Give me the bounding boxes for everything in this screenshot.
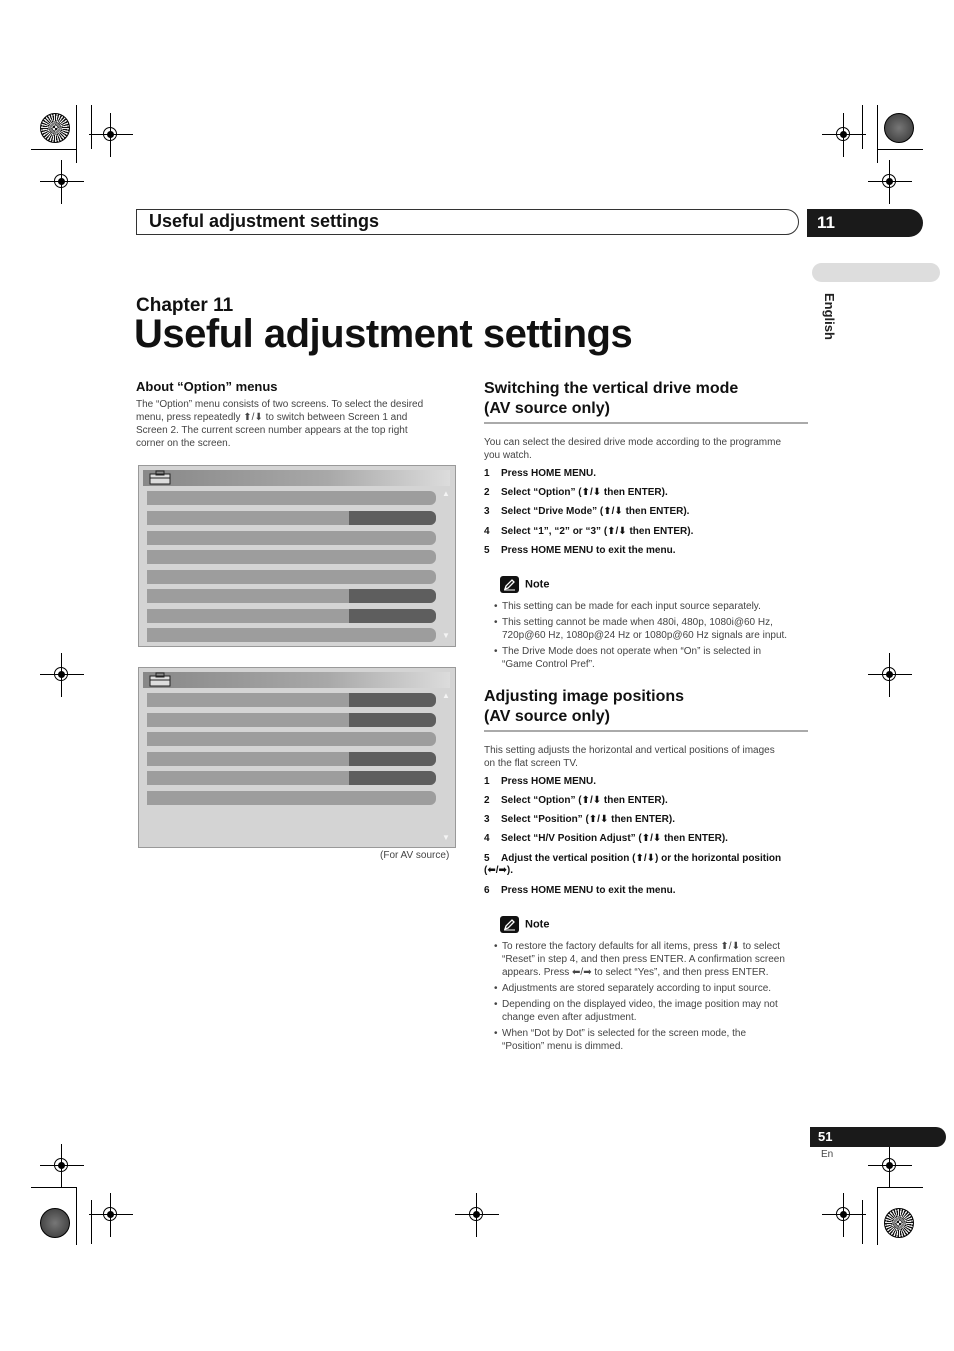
option-menu-screen-2	[138, 667, 456, 848]
chapter-label: Chapter 11	[136, 295, 234, 316]
step-number: 4	[484, 526, 490, 537]
registration-ball-icon	[884, 113, 914, 143]
step-text: Press HOME MENU.	[501, 468, 597, 479]
step-item	[484, 795, 668, 807]
step-number: 2	[484, 487, 490, 498]
step-item	[484, 526, 693, 538]
registration-ball-icon	[40, 1208, 70, 1238]
menu-row	[147, 713, 436, 727]
menu-row	[147, 550, 436, 564]
registration-crosshair-icon	[868, 1144, 912, 1188]
step-item	[484, 885, 675, 897]
step-number: 5	[484, 853, 490, 864]
note-label: Note	[525, 578, 550, 591]
step-number: 5	[484, 545, 490, 556]
note-line: This setting cannot be made when 480i, 480p, 1080i@60 Hz,	[502, 617, 773, 628]
note-line: Depending on the displayed video, the image position may not	[502, 999, 778, 1010]
registration-starburst-icon	[40, 113, 70, 143]
heading-line: Switching the vertical drive mode	[484, 380, 739, 397]
step-text: Select “Drive Mode” (⬆/⬇ then ENTER).	[501, 506, 690, 517]
step-number: 6	[484, 885, 490, 896]
registration-crosshair-icon	[868, 653, 912, 697]
body-line: you watch.	[484, 450, 532, 461]
heading-line: (AV source only)	[484, 400, 610, 417]
menu-row	[147, 732, 436, 746]
menu-row	[147, 491, 436, 505]
registration-crosshair-icon	[822, 113, 866, 157]
step-text: Adjust the vertical position (⬆/⬇) or the horizontal position	[501, 853, 782, 864]
step-item	[484, 468, 596, 480]
body-line: Screen 2. The current screen number appears at the top right	[136, 425, 408, 436]
body-line: You can select the desired drive mode according to the programme	[484, 437, 782, 448]
registration-crosshair-icon	[822, 1193, 866, 1237]
note-bullet: • To restore the factory defaults for all items, press ⬆/⬇ to select “Reset” in step 4, and then press ENTER. A confirmation screen appears. Press ⬅/➡ to select “Yes”, and then press ENTER.	[494, 941, 785, 978]
running-header	[136, 209, 799, 235]
note-line: 720p@60 Hz, 1080p@24 Hz or 1080p@60 Hz signals are input.	[502, 630, 788, 641]
heading-line: Adjusting image positions	[484, 688, 685, 705]
scroll-down-icon: ▼	[442, 631, 450, 640]
step-text: Press HOME MENU to exit the menu.	[501, 885, 676, 896]
note-bullet: • When “Dot by Dot” is selected for the screen mode, the “Position” menu is dimmed.	[494, 1028, 746, 1052]
step-number: 1	[484, 776, 490, 787]
scroll-up-icon: ▲	[442, 691, 450, 700]
registration-crosshair-icon	[40, 160, 84, 204]
vertical-drive-intro	[484, 436, 814, 462]
step-number: 4	[484, 833, 490, 844]
page-number-badge	[810, 1127, 946, 1147]
menu-row	[147, 589, 436, 603]
registration-crosshair-icon	[868, 160, 912, 204]
step-text: Select “1”, “2” or “3” (⬆/⬇ then ENTER).	[501, 526, 694, 537]
menu-row	[147, 531, 436, 545]
figure-caption: (For AV source)	[380, 850, 450, 861]
step-text: (⬅/➡).	[484, 865, 513, 876]
step-item	[484, 545, 675, 557]
registration-crosshair-icon	[40, 653, 84, 697]
heading-line: (AV source only)	[484, 708, 610, 725]
vertical-drive-heading	[484, 379, 738, 419]
body-line: menu, press repeatedly ⬆/⬇ to switch between Screen 1 and	[136, 412, 408, 423]
menu-row	[147, 693, 436, 707]
note-pencil-icon	[500, 916, 519, 933]
note-line: “Position” menu is dimmed.	[502, 1041, 624, 1052]
step-text: Select “H/V Position Adjust” (⬆/⬇ then ENTER).	[501, 833, 728, 844]
step-text: Press HOME MENU.	[501, 776, 597, 787]
about-option-body	[136, 398, 466, 450]
step-item	[484, 506, 689, 518]
menu-row	[147, 771, 436, 785]
step-number: 3	[484, 814, 490, 825]
step-number: 1	[484, 468, 490, 479]
section-divider	[484, 730, 808, 732]
note-bullet: • The Drive Mode does not operate when “On” is selected in “Game Control Pref”.	[494, 646, 762, 670]
registration-crosshair-icon	[455, 1193, 499, 1237]
note-bullet: • This setting cannot be made when 480i, 480p, 1080i@60 Hz, 720p@60 Hz, 1080p@24 Hz or 1080p@60 Hz signals are input.	[494, 617, 788, 641]
step-item	[484, 814, 675, 826]
scroll-down-icon: ▼	[442, 833, 450, 842]
note-bullet: • This setting can be made for each input source separately.	[494, 601, 761, 612]
step-number: 3	[484, 506, 490, 517]
chapter-number: 11	[817, 213, 835, 232]
body-line: on the flat screen TV.	[484, 758, 578, 769]
note-line: When “Dot by Dot” is selected for the screen mode, the	[502, 1028, 746, 1039]
registration-starburst-icon	[884, 1208, 914, 1238]
menu-row	[147, 511, 436, 525]
menu-row	[147, 570, 436, 584]
chapter-number-badge	[807, 209, 923, 237]
page-title: Useful adjustment settings	[134, 312, 633, 356]
step-item	[484, 853, 781, 877]
note-line: The Drive Mode does not operate when “On” is selected in	[502, 646, 762, 657]
running-header-title: Useful adjustment settings	[149, 211, 380, 231]
menu-toolbox-icon	[148, 672, 174, 688]
page-number: 51	[818, 1129, 833, 1144]
note-bullet: • Depending on the displayed video, the image position may not change even after adjustment.	[494, 999, 778, 1023]
body-line: This setting adjusts the horizontal and vertical positions of images	[484, 745, 775, 756]
note-line: change even after adjustment.	[502, 1012, 637, 1023]
registration-crosshair-icon	[40, 1144, 84, 1188]
menu-toolbox-icon	[148, 470, 174, 486]
step-text: Select “Option” (⬆/⬇ then ENTER).	[501, 795, 668, 806]
about-option-heading: About “Option” menus	[136, 379, 278, 394]
osd-title-bar	[143, 672, 450, 688]
step-text: Press HOME MENU to exit the menu.	[501, 545, 676, 556]
note-line: To restore the factory defaults for all items, press ⬆/⬇ to select	[502, 941, 780, 952]
step-number: 2	[484, 795, 490, 806]
registration-crosshair-icon	[89, 1193, 133, 1237]
step-item	[484, 776, 596, 788]
menu-row	[147, 791, 436, 805]
step-item	[484, 487, 668, 499]
menu-row	[147, 752, 436, 766]
image-position-heading	[484, 687, 684, 727]
language-tab	[812, 263, 940, 282]
step-text: Select “Position” (⬆/⬇ then ENTER).	[501, 814, 675, 825]
body-line: The “Option” menu consists of two screens. To select the desired	[136, 399, 424, 410]
step-item	[484, 833, 728, 845]
registration-crosshair-icon	[89, 113, 133, 157]
scroll-up-icon: ▲	[442, 489, 450, 498]
note-bullet: • Adjustments are stored separately according to input source.	[494, 983, 772, 994]
section-divider	[484, 422, 808, 424]
note-line: “Game Control Pref”.	[502, 659, 595, 670]
note-pencil-icon	[500, 576, 519, 593]
note-line: “Reset” in step 4, and then press ENTER. A confirmation screen	[502, 954, 785, 965]
body-line: corner on the screen.	[136, 438, 231, 449]
note-line: Adjustments are stored separately according to input source.	[502, 983, 772, 994]
option-menu-screen-1	[138, 465, 456, 647]
note-label: Note	[525, 918, 550, 931]
step-text: Select “Option” (⬆/⬇ then ENTER).	[501, 487, 668, 498]
page-language-code: En	[821, 1149, 834, 1160]
note-heading	[500, 916, 549, 933]
image-position-intro	[484, 744, 814, 770]
language-label: English	[822, 293, 837, 340]
menu-row	[147, 609, 436, 623]
osd-title-bar	[143, 470, 450, 486]
note-line: This setting can be made for each input source separately.	[502, 601, 761, 612]
note-heading	[500, 576, 549, 593]
note-line: appears. Press ⬅/➡ to select “Yes”, and then press ENTER.	[502, 967, 769, 978]
menu-row	[147, 628, 436, 642]
